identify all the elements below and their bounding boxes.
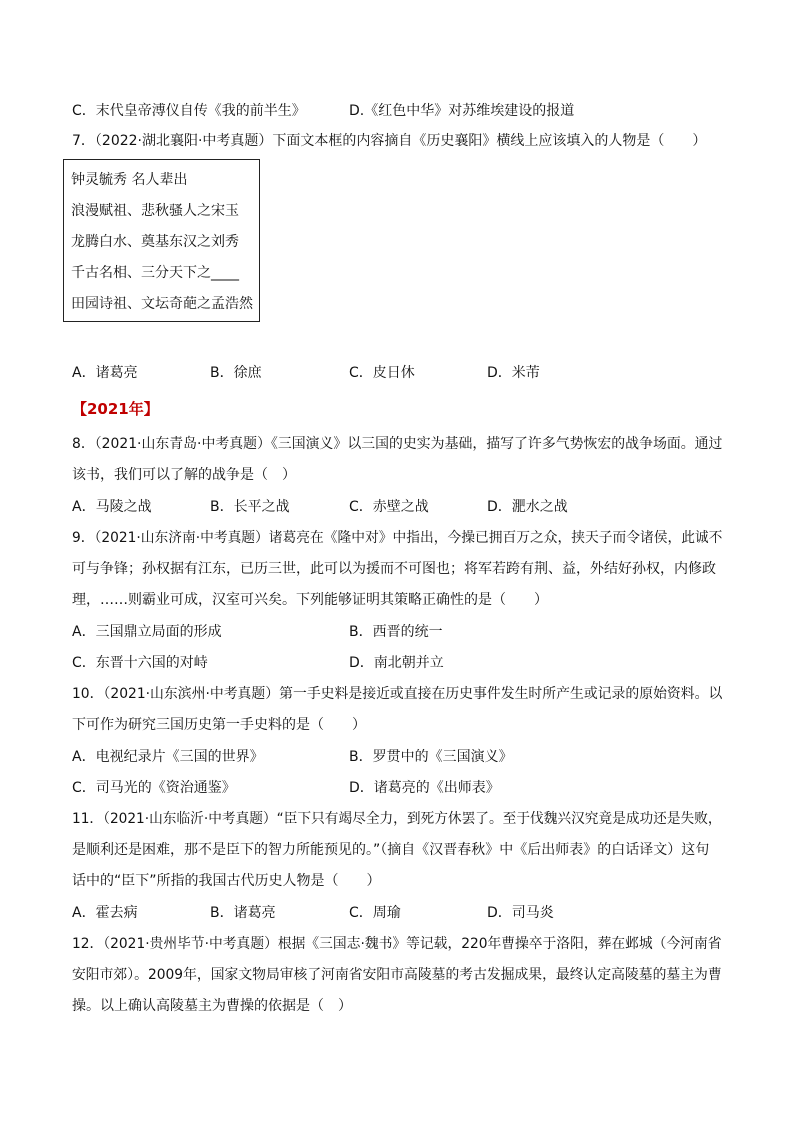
q9-option-a: A．三国鼎立局面的形成 bbox=[72, 624, 222, 640]
question-12-line: 安阳市郊）。2009年，国家文物局审核了河南省安阳市高陵墓的考古发掘成果，最终认定高陵墓的墓主为曹 bbox=[72, 967, 722, 983]
q9-option-d: D．南北朝并立 bbox=[349, 655, 444, 671]
question-8-line: 8．（2021·山东青岛·中考真题）《三国演义》以三国的史实为基础，描写了许多气势恢宏的战争场面。通过 bbox=[72, 436, 723, 452]
q7-option-d: D．米芾 bbox=[487, 365, 540, 381]
q10-option-d: D．诸葛亮的《出师表》 bbox=[349, 780, 500, 796]
question-9-line: 理，……则霸业可成，汉室可兴矣。下列能够证明其策略正确性的是（ ） bbox=[72, 592, 548, 608]
question-12-line: 12．（2021·贵州毕节·中考真题）根据《三国志·魏书》等记载，220年曹操卒于洛阳，葬在邺城（今河南省 bbox=[72, 936, 722, 952]
question-11-line: 11．（2021·山东临沂·中考真题）“臣下只有竭尽全力，到死方休罢了。至于伐魏兴汉究竟是成功还是失败， bbox=[72, 811, 722, 827]
q11-option-a: A．霍去病 bbox=[72, 905, 138, 921]
option-c: C．末代皇帝溥仪自传《我的前半生》 bbox=[72, 103, 306, 119]
quote-text-box bbox=[63, 159, 260, 322]
q11-option-b: B．诸葛亮 bbox=[210, 905, 276, 921]
q8-option-c: C．赤壁之战 bbox=[349, 499, 429, 515]
question-9-line: 9．（2021·山东济南·中考真题）诸葛亮在《隆中对》中指出，今操已拥百万之众，挟天子而令诸侯，此诚不 bbox=[72, 530, 723, 546]
q8-option-b: B．长平之战 bbox=[210, 499, 290, 515]
q7-option-c: C．皮日休 bbox=[349, 365, 415, 381]
option-d: D.《红色中华》对苏维埃建设的报道 bbox=[349, 103, 575, 119]
question-11-line: 是顺利还是困难，那不是臣下的智力所能预见的。”（摘自《汉晋春秋》中《后出师表》的白话译文）这句 bbox=[72, 842, 710, 858]
question-11-line: 话中的“臣下”所指的我国古代历史人物是（ ） bbox=[72, 873, 381, 889]
box-line: 龙腾白水、奠基东汉之刘秀 bbox=[71, 234, 239, 250]
q11-option-c: C．周瑜 bbox=[349, 905, 401, 921]
question-10-line: 下可作为研究三国历史第一手史料的是（ ） bbox=[72, 717, 366, 733]
q7-option-a: A．诸葛亮 bbox=[72, 365, 138, 381]
box-line: 千古名相、三分天下之____ bbox=[71, 265, 239, 281]
q9-option-b: B．西晋的统一 bbox=[349, 624, 443, 640]
question-9-line: 可与争锋；孙权据有江东，已历三世，此可以为援而不可图也；将军若跨有荆、益，外结好孙权，内修政 bbox=[72, 561, 716, 577]
question-10-line: 10．（2021·山东滨州·中考真题）第一手史料是接近或直接在历史事件发生时所产生或记录的原始资料。以 bbox=[72, 686, 723, 702]
q10-option-b: B．罗贯中的《三国演义》 bbox=[349, 749, 513, 765]
q8-option-d: D．淝水之战 bbox=[487, 499, 568, 515]
q8-option-a: A．马陵之战 bbox=[72, 499, 152, 515]
question-8-line: 该书，我们可以了解的战争是（ ） bbox=[72, 467, 296, 483]
section-heading-2021: 【2021年】 bbox=[72, 400, 159, 418]
q10-option-c: C．司马光的《资治通鉴》 bbox=[72, 780, 236, 796]
q11-option-d: D．司马炎 bbox=[487, 905, 554, 921]
q9-option-c: C．东晋十六国的对峙 bbox=[72, 655, 208, 671]
q10-option-a: A．电视纪录片《三国的世界》 bbox=[72, 749, 264, 765]
question-12-line: 操。以上确认高陵墓主为曹操的依据是（ ） bbox=[72, 998, 352, 1014]
box-line: 田园诗祖、文坛奇葩之孟浩然 bbox=[71, 296, 253, 312]
q7-option-b: B．徐庶 bbox=[210, 365, 262, 381]
box-line: 钟灵毓秀 名人辈出 bbox=[71, 172, 188, 188]
box-line: 浪漫赋祖、悲秋骚人之宋玉 bbox=[71, 203, 239, 219]
question-7-stem: 7．（2022·湖北襄阳·中考真题）下面文本框的内容摘自《历史襄阳》横线上应该填入的人物是（ ） bbox=[72, 133, 707, 149]
